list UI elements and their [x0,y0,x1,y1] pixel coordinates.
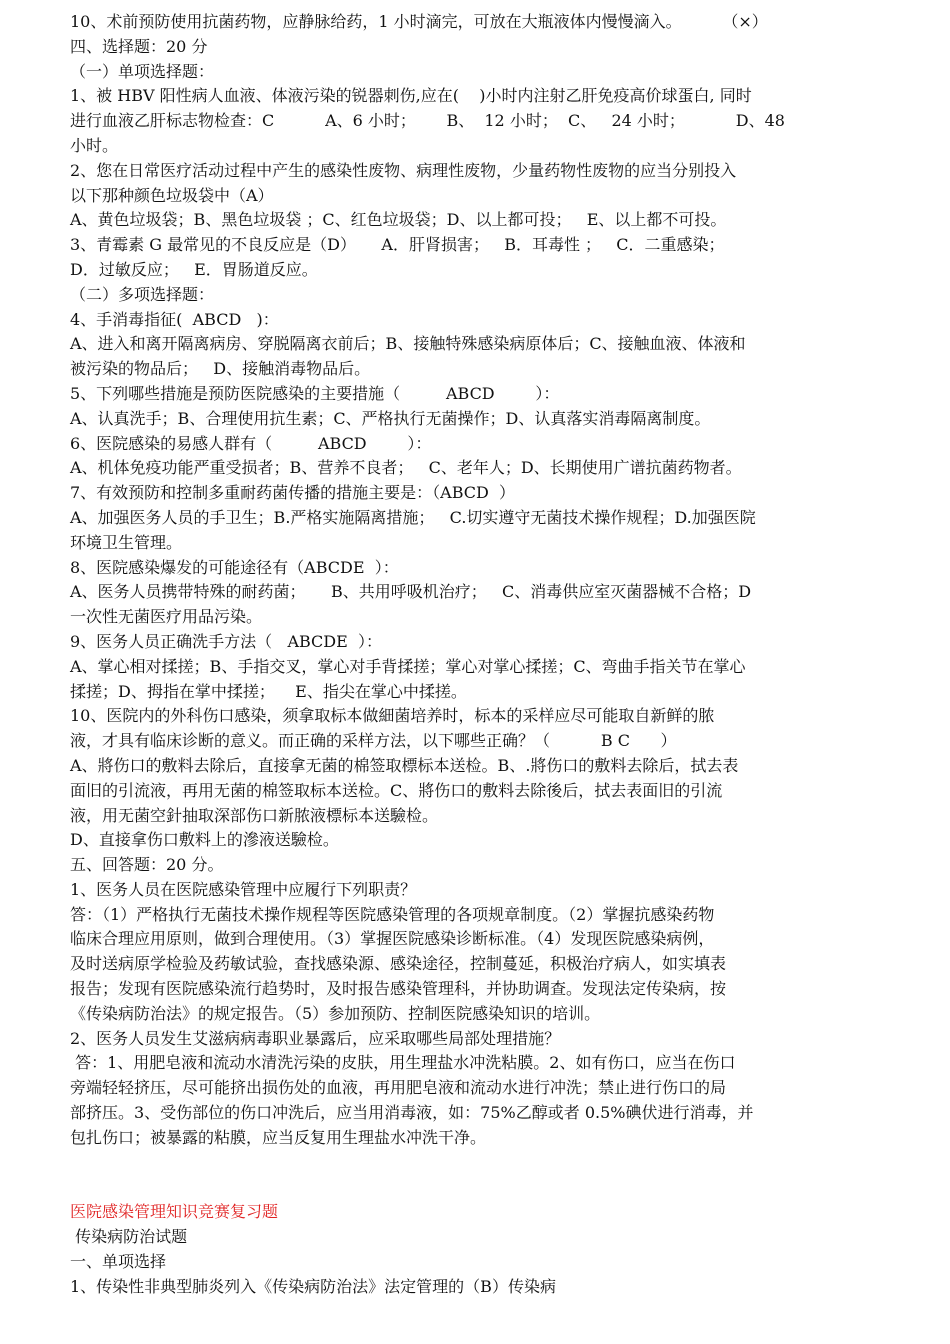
text-line: A、黄色垃圾袋；B、黑色垃圾袋 ；C、红色垃圾袋；D、以上都可投； E、以上都不可投。 [70,210,727,230]
text-line: 6、医院感染的易感人群有（ ABCD ）： [70,433,432,453]
text-line: 以下那种颜色垃圾袋中（A） [70,185,274,205]
text-line: 报告；发现有医院感染流行趋势时，及时报告感染管理科，并协助调查。发现法定传染病，按 [70,979,727,999]
text-line: 5、下列哪些措施是预防医院感染的主要措施（ ABCD ）： [70,383,560,403]
text-line: 10、术前预防使用抗菌药物，应静脉给药，1 小时滴完，可放在大瓶液体内慢慢滴入。 （×） [70,12,768,31]
text-line: A、机体免疫功能严重受损者；B、营养不良者； C、老年人；D、长期使用广谱抗菌药物者。 [70,458,742,478]
text-line: 包扎伤口；被暴露的粘膜，应当反复用生理盐水冲洗干净。 [70,1127,487,1147]
text-line: A、医务人员携带特殊的耐药菌； B、共用呼吸机治疗； C、消毒供应室灭菌器械不合格；D [70,582,752,602]
text-line: 7、有效预防和控制多重耐药菌传播的措施主要是：（ABCD ） [70,483,516,503]
text-line: 临床合理应用原则，做到合理使用。（3）掌握医院感染诊断标准。（4）发现医院感染病例， [70,929,715,949]
text-line: 揉搓；D、拇指在掌中揉搓； E、指尖在掌心中揉搓。 [70,681,467,701]
text-line: D．过敏反应； E．胃肠道反应。 [70,259,318,279]
text-line: 1、被 HBV 阳性病人血液、体液污染的锐器刺伤,应在( )小时内注射乙肝免疫高价球蛋白, 同时 [70,86,752,106]
text-line: 3、青霉素 G 最常见的不良反应是（D） A．肝肾损害； B．耳毒性 ； C．二重感染； [70,235,725,255]
text-line: A、进入和离开隔离病房、穿脱隔离衣前后；B、接触特殊感染病原体后；C、接触血液、体液和 [70,334,746,354]
text-line: 1、医务人员在医院感染管理中应履行下列职责？ [70,879,417,899]
text-line: A、掌心相对揉搓；B、手指交叉，掌心对手背揉搓；掌心对掌心揉搓；C、弯曲手指关节在掌心 [70,656,746,676]
text-line: 及时送病原学检验及药敏试验，查找感染源、感染途径，控制蔓延，积极治疗病人，如实填表 [70,954,727,974]
text-line: 4、手消毒指征( ABCD )： [70,309,279,329]
text-line: 面旧的引流液，再用无菌的棉签取标本送检。C、將伤口的敷料去除後后，拭去表面旧的引流 [70,780,723,800]
text-line: 9、医务人员正确洗手方法（ ABCDE ）： [70,631,382,651]
text-line: 答：1、用肥皂液和流动水清洗污染的皮肤，用生理盐水冲洗粘膜。2、如有伤口，应当在伤口 [70,1053,736,1073]
text-line: 四、选择题：20 分 [70,36,208,56]
text-line: 一次性无菌医疗用品污染。 [70,607,263,627]
question-list [70,10,870,1151]
text-line: 环境卫生管理。 [70,532,183,552]
text-line: 旁端轻轻挤压，尽可能挤出损伤处的血液，再用肥皂液和流动水进行冲洗；禁止进行伤口的局 [70,1078,727,1098]
text-line: 进行血液乙肝标志物检查：C A、6 小时； B、 12 小时； C、 24 小时； D、48 [70,111,785,131]
section-title: 医院感染管理知识竞赛复习题 [70,1202,279,1222]
text-line: A、加强医务人员的手卫生；B.严格实施隔离措施； C.切实遵守无菌技术操作规程；D.加强医院 [70,507,756,527]
text-line: （二）多项选择题： [70,284,215,304]
text-line: 8、医院感染爆发的可能途径有（ABCDE ）： [70,557,399,577]
blank-gap [70,1151,870,1201]
text-line: 2、您在日常医疗活动过程中产生的感染性废物、病理性废物，少量药物性废物的应当分别投入 [70,160,737,180]
text-line: 传染病防治试题 [70,1227,188,1247]
text-line: 一、单项选择 [70,1251,167,1271]
text-line: A、將伤口的敷料去除后，直接拿无菌的棉签取標标本送检。B、.將伤口的敷料去除后，拭去表 [70,755,739,775]
text-line: 液，才具有临床诊断的意义。而正确的采样方法，以下哪些正确？（ B C ） [70,731,677,751]
text-line: 《传染病防治法》的规定报告。（5）参加预防、控制医院感染知识的培训。 [70,1003,601,1023]
text-line: 被污染的物品后； D、接触消毒物品后。 [70,359,371,379]
text-line: 答：（1）严格执行无菌技术操作规程等医院感染管理的各项规章制度。（2）掌握抗感染药物 [70,904,715,924]
text-line: 2、医务人员发生艾滋病病毒职业暴露后，应采取哪些局部处理措施？ [70,1028,561,1048]
text-line: 五、回答题：20 分。 [70,855,224,875]
text-line: A、认真洗手；B、合理使用抗生素；C、严格执行无菌操作；D、认真落实消毒隔离制度。 [70,408,711,428]
text-line: （一）单项选择题： [70,61,215,81]
text-line: D、直接拿伤口敷料上的滲液送驗检。 [70,830,339,850]
text-line: 1、传染性非典型肺炎列入《传染病防治法》法定管理的（B）传染病 [70,1276,556,1296]
text-line: 10、医院内的外科伤口感染，须拿取标本做細菌培养时，标本的采样应尽可能取自新鲜的脓 [70,706,715,726]
document-page [70,10,870,1299]
text-line: 液，用无菌空針抽取深部伤口新脓液標标本送驗检。 [70,805,439,825]
text-line: 小时。 [70,135,119,155]
text-line: 部挤压。3、受伤部位的伤口冲洗后，应当用消毒液，如：75%乙醇或者 0.5%碘伏进行消毒，并 [70,1103,754,1123]
subsection-lines [70,1225,870,1299]
